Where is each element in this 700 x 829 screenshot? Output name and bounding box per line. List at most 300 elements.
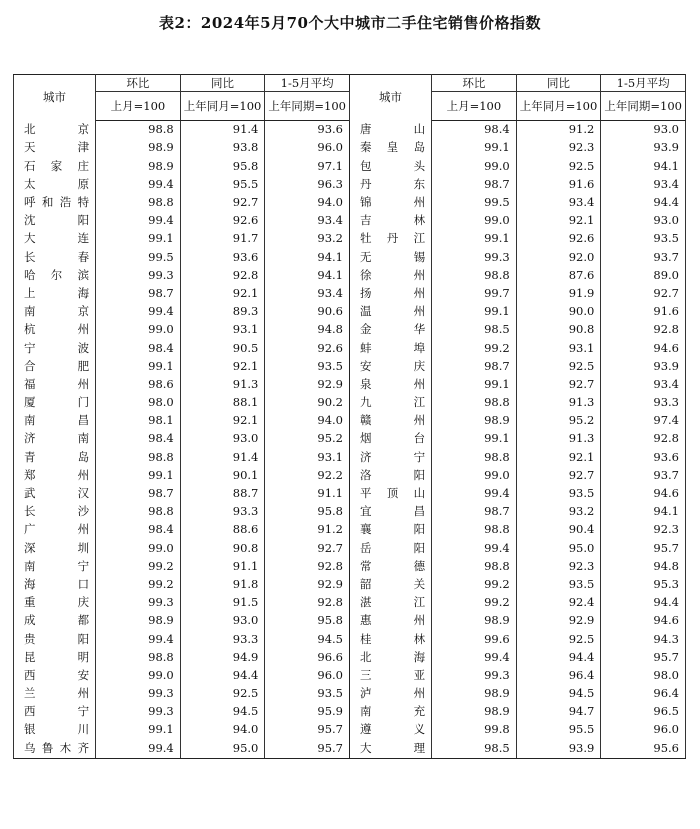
mom-value-left: 99.1 bbox=[96, 357, 181, 375]
yoy-value-right: 92.3 bbox=[516, 558, 601, 576]
yoy-value-left: 93.6 bbox=[180, 248, 265, 266]
city-name-left: 海口 bbox=[14, 576, 96, 594]
city-name-right: 包头 bbox=[349, 157, 431, 175]
mom-value-right: 98.9 bbox=[432, 685, 517, 703]
mom-value-right: 99.4 bbox=[432, 485, 517, 503]
city-name-right: 赣州 bbox=[349, 412, 431, 430]
yoy-value-right: 93.9 bbox=[516, 739, 601, 758]
yoy-value-right: 91.2 bbox=[516, 121, 601, 140]
yoy-value-left: 92.1 bbox=[180, 412, 265, 430]
table-row bbox=[14, 285, 686, 303]
table-row bbox=[14, 376, 686, 394]
city-name-left: 济南 bbox=[14, 430, 96, 448]
city-name-left: 长春 bbox=[14, 248, 96, 266]
avg-value-right: 94.1 bbox=[601, 503, 686, 521]
mom-value-right: 99.4 bbox=[432, 648, 517, 666]
yoy-value-left: 91.5 bbox=[180, 594, 265, 612]
mom-value-right: 98.7 bbox=[432, 176, 517, 194]
city-name-right: 安庆 bbox=[349, 357, 431, 375]
yoy-value-right: 92.4 bbox=[516, 594, 601, 612]
city-column-header-left: 城市 bbox=[14, 75, 96, 121]
city-name-right: 遵义 bbox=[349, 721, 431, 739]
yoy-value-right: 93.1 bbox=[516, 339, 601, 357]
mom-value-left: 98.7 bbox=[96, 285, 181, 303]
avg-value-right: 97.4 bbox=[601, 412, 686, 430]
price-index-table bbox=[13, 74, 686, 759]
yoy-header-right: 同比 bbox=[516, 75, 601, 92]
yoy-value-left: 89.3 bbox=[180, 303, 265, 321]
city-name-right: 秦皇岛 bbox=[349, 139, 431, 157]
city-name-left: 贵阳 bbox=[14, 630, 96, 648]
city-name-right: 金华 bbox=[349, 321, 431, 339]
city-name-left: 南京 bbox=[14, 303, 96, 321]
avg-value-left: 94.5 bbox=[265, 630, 350, 648]
yoy-value-right: 94.7 bbox=[516, 703, 601, 721]
avg-value-right: 95.7 bbox=[601, 648, 686, 666]
avg-value-right: 93.9 bbox=[601, 139, 686, 157]
city-name-right: 洛阳 bbox=[349, 467, 431, 485]
yoy-value-right: 95.0 bbox=[516, 539, 601, 557]
avg-value-right: 94.4 bbox=[601, 594, 686, 612]
city-name-left: 太原 bbox=[14, 176, 96, 194]
city-name-right: 平顶山 bbox=[349, 485, 431, 503]
yoy-value-right: 92.7 bbox=[516, 467, 601, 485]
mom-value-left: 98.8 bbox=[96, 121, 181, 140]
mom-value-right: 99.1 bbox=[432, 376, 517, 394]
table-row bbox=[14, 394, 686, 412]
city-name-right: 大理 bbox=[349, 739, 431, 758]
city-name-left: 杭州 bbox=[14, 321, 96, 339]
table-row bbox=[14, 212, 686, 230]
yoy-value-left: 92.6 bbox=[180, 212, 265, 230]
mom-value-right: 98.8 bbox=[432, 521, 517, 539]
city-column-header-right: 城市 bbox=[349, 75, 431, 121]
yoy-value-right: 91.9 bbox=[516, 285, 601, 303]
avg-value-right: 92.7 bbox=[601, 285, 686, 303]
mom-value-left: 98.7 bbox=[96, 485, 181, 503]
mom-value-left: 99.3 bbox=[96, 594, 181, 612]
city-name-left: 昆明 bbox=[14, 648, 96, 666]
yoy-value-right: 91.3 bbox=[516, 394, 601, 412]
yoy-value-right: 95.2 bbox=[516, 412, 601, 430]
mom-value-left: 99.4 bbox=[96, 630, 181, 648]
yoy-value-left: 92.7 bbox=[180, 194, 265, 212]
avg-value-left: 95.2 bbox=[265, 430, 350, 448]
city-name-left: 武汉 bbox=[14, 485, 96, 503]
mom-value-right: 98.9 bbox=[432, 612, 517, 630]
yoy-value-right: 94.4 bbox=[516, 648, 601, 666]
city-name-right: 温州 bbox=[349, 303, 431, 321]
mom-value-right: 98.8 bbox=[432, 558, 517, 576]
table-row bbox=[14, 157, 686, 175]
city-name-right: 惠州 bbox=[349, 612, 431, 630]
mom-value-left: 99.2 bbox=[96, 558, 181, 576]
avg-value-left: 90.2 bbox=[265, 394, 350, 412]
avg-value-right: 95.6 bbox=[601, 739, 686, 758]
mom-value-right: 98.7 bbox=[432, 503, 517, 521]
yoy-base-right: 上年同月=100 bbox=[516, 92, 601, 121]
yoy-value-left: 91.3 bbox=[180, 376, 265, 394]
avg-value-right: 93.4 bbox=[601, 376, 686, 394]
yoy-value-right: 92.0 bbox=[516, 248, 601, 266]
mom-value-right: 99.5 bbox=[432, 194, 517, 212]
yoy-value-right: 93.5 bbox=[516, 485, 601, 503]
avg-value-left: 92.2 bbox=[265, 467, 350, 485]
yoy-value-left: 94.4 bbox=[180, 667, 265, 685]
city-name-right: 牡丹江 bbox=[349, 230, 431, 248]
table-row bbox=[14, 612, 686, 630]
avg-value-right: 93.6 bbox=[601, 448, 686, 466]
avg-value-right: 93.0 bbox=[601, 212, 686, 230]
mom-base-right: 上月=100 bbox=[432, 92, 517, 121]
mom-value-right: 99.1 bbox=[432, 139, 517, 157]
yoy-value-left: 92.1 bbox=[180, 357, 265, 375]
mom-value-left: 98.4 bbox=[96, 521, 181, 539]
mom-value-left: 99.4 bbox=[96, 739, 181, 758]
yoy-value-left: 88.7 bbox=[180, 485, 265, 503]
avg-value-right: 96.0 bbox=[601, 721, 686, 739]
table-row bbox=[14, 594, 686, 612]
city-name-left: 福州 bbox=[14, 376, 96, 394]
yoy-value-right: 93.4 bbox=[516, 194, 601, 212]
table-row bbox=[14, 630, 686, 648]
mom-value-left: 99.1 bbox=[96, 230, 181, 248]
city-name-right: 唐山 bbox=[349, 121, 431, 140]
mom-value-left: 98.4 bbox=[96, 339, 181, 357]
avg-value-right: 93.9 bbox=[601, 357, 686, 375]
avg-value-left: 93.5 bbox=[265, 685, 350, 703]
avg-value-right: 94.8 bbox=[601, 558, 686, 576]
table-row bbox=[14, 321, 686, 339]
mom-base-left: 上月=100 bbox=[96, 92, 181, 121]
mom-value-left: 98.4 bbox=[96, 430, 181, 448]
mom-value-right: 99.1 bbox=[432, 230, 517, 248]
yoy-value-left: 93.0 bbox=[180, 612, 265, 630]
avg-value-left: 91.2 bbox=[265, 521, 350, 539]
yoy-value-left: 88.1 bbox=[180, 394, 265, 412]
yoy-value-left: 88.6 bbox=[180, 521, 265, 539]
avg-value-left: 93.6 bbox=[265, 121, 350, 140]
city-name-right: 徐州 bbox=[349, 267, 431, 285]
city-name-right: 济宁 bbox=[349, 448, 431, 466]
city-name-left: 成都 bbox=[14, 612, 96, 630]
avg-value-right: 95.7 bbox=[601, 539, 686, 557]
city-name-left: 广州 bbox=[14, 521, 96, 539]
table-row bbox=[14, 139, 686, 157]
mom-value-left: 99.4 bbox=[96, 176, 181, 194]
city-name-left: 乌鲁木齐 bbox=[14, 739, 96, 758]
mom-value-left: 99.4 bbox=[96, 212, 181, 230]
mom-header-left: 环比 bbox=[96, 75, 181, 92]
table-row bbox=[14, 485, 686, 503]
yoy-value-right: 90.8 bbox=[516, 321, 601, 339]
avg-value-left: 94.1 bbox=[265, 248, 350, 266]
avg-value-left: 93.1 bbox=[265, 448, 350, 466]
table-row bbox=[14, 703, 686, 721]
avg-value-right: 98.0 bbox=[601, 667, 686, 685]
mom-value-left: 98.9 bbox=[96, 139, 181, 157]
city-name-right: 丹东 bbox=[349, 176, 431, 194]
mom-value-left: 99.1 bbox=[96, 721, 181, 739]
avg-value-left: 93.5 bbox=[265, 357, 350, 375]
avg-value-right: 94.6 bbox=[601, 339, 686, 357]
table-row bbox=[14, 721, 686, 739]
avg-base-right: 上年同期=100 bbox=[601, 92, 686, 121]
city-name-right: 南充 bbox=[349, 703, 431, 721]
mom-value-right: 99.0 bbox=[432, 212, 517, 230]
city-name-left: 天津 bbox=[14, 139, 96, 157]
mom-value-left: 98.1 bbox=[96, 412, 181, 430]
mom-value-right: 99.6 bbox=[432, 630, 517, 648]
avg-value-left: 96.0 bbox=[265, 139, 350, 157]
city-name-left: 大连 bbox=[14, 230, 96, 248]
mom-value-left: 99.2 bbox=[96, 576, 181, 594]
city-name-left: 合肥 bbox=[14, 357, 96, 375]
mom-value-right: 99.7 bbox=[432, 285, 517, 303]
avg-header-left: 1-5月平均 bbox=[265, 75, 350, 92]
avg-value-left: 95.9 bbox=[265, 703, 350, 721]
yoy-value-right: 87.6 bbox=[516, 267, 601, 285]
avg-value-left: 92.9 bbox=[265, 576, 350, 594]
yoy-value-left: 95.0 bbox=[180, 739, 265, 758]
city-name-left: 青岛 bbox=[14, 448, 96, 466]
city-name-right: 吉林 bbox=[349, 212, 431, 230]
avg-value-left: 93.2 bbox=[265, 230, 350, 248]
avg-value-left: 92.8 bbox=[265, 558, 350, 576]
mom-value-right: 99.1 bbox=[432, 430, 517, 448]
yoy-value-left: 92.8 bbox=[180, 267, 265, 285]
mom-value-left: 99.3 bbox=[96, 267, 181, 285]
avg-value-right: 94.3 bbox=[601, 630, 686, 648]
city-name-right: 蚌埠 bbox=[349, 339, 431, 357]
city-name-left: 上海 bbox=[14, 285, 96, 303]
avg-value-left: 92.9 bbox=[265, 376, 350, 394]
avg-value-left: 92.7 bbox=[265, 539, 350, 557]
mom-value-left: 99.0 bbox=[96, 321, 181, 339]
yoy-value-left: 91.8 bbox=[180, 576, 265, 594]
city-name-left: 北京 bbox=[14, 121, 96, 140]
mom-value-right: 98.9 bbox=[432, 703, 517, 721]
mom-value-right: 98.8 bbox=[432, 448, 517, 466]
avg-value-right: 96.4 bbox=[601, 685, 686, 703]
table-row bbox=[14, 667, 686, 685]
mom-value-left: 99.4 bbox=[96, 303, 181, 321]
mom-value-left: 98.8 bbox=[96, 648, 181, 666]
city-name-left: 重庆 bbox=[14, 594, 96, 612]
avg-base-left: 上年同期=100 bbox=[265, 92, 350, 121]
yoy-value-right: 91.6 bbox=[516, 176, 601, 194]
yoy-value-left: 93.8 bbox=[180, 139, 265, 157]
yoy-value-left: 93.0 bbox=[180, 430, 265, 448]
table-row bbox=[14, 448, 686, 466]
yoy-value-right: 91.3 bbox=[516, 430, 601, 448]
avg-value-right: 92.3 bbox=[601, 521, 686, 539]
city-name-right: 北海 bbox=[349, 648, 431, 666]
city-name-left: 南昌 bbox=[14, 412, 96, 430]
avg-value-right: 94.6 bbox=[601, 485, 686, 503]
mom-value-right: 99.4 bbox=[432, 539, 517, 557]
yoy-value-right: 92.1 bbox=[516, 448, 601, 466]
mom-value-right: 99.2 bbox=[432, 576, 517, 594]
table-row bbox=[14, 339, 686, 357]
table-row bbox=[14, 194, 686, 212]
yoy-value-right: 90.4 bbox=[516, 521, 601, 539]
avg-value-left: 94.0 bbox=[265, 194, 350, 212]
city-name-right: 襄阳 bbox=[349, 521, 431, 539]
mom-value-right: 99.2 bbox=[432, 339, 517, 357]
mom-value-left: 99.3 bbox=[96, 685, 181, 703]
yoy-value-right: 93.2 bbox=[516, 503, 601, 521]
table-row bbox=[14, 303, 686, 321]
avg-value-left: 93.4 bbox=[265, 212, 350, 230]
city-name-right: 韶关 bbox=[349, 576, 431, 594]
city-name-left: 南宁 bbox=[14, 558, 96, 576]
city-name-left: 宁波 bbox=[14, 339, 96, 357]
city-name-left: 呼和浩特 bbox=[14, 194, 96, 212]
yoy-value-left: 94.0 bbox=[180, 721, 265, 739]
yoy-base-left: 上年同月=100 bbox=[180, 92, 265, 121]
mom-value-left: 98.6 bbox=[96, 376, 181, 394]
mom-value-right: 99.1 bbox=[432, 303, 517, 321]
table-row bbox=[14, 176, 686, 194]
mom-value-left: 98.0 bbox=[96, 394, 181, 412]
yoy-value-left: 93.3 bbox=[180, 630, 265, 648]
mom-value-right: 99.3 bbox=[432, 248, 517, 266]
yoy-value-left: 91.7 bbox=[180, 230, 265, 248]
city-name-right: 泸州 bbox=[349, 685, 431, 703]
yoy-value-right: 95.5 bbox=[516, 721, 601, 739]
avg-value-left: 93.4 bbox=[265, 285, 350, 303]
avg-value-right: 92.8 bbox=[601, 321, 686, 339]
table-row bbox=[14, 521, 686, 539]
yoy-value-right: 92.5 bbox=[516, 157, 601, 175]
yoy-value-left: 92.5 bbox=[180, 685, 265, 703]
city-name-right: 烟台 bbox=[349, 430, 431, 448]
yoy-value-right: 92.5 bbox=[516, 357, 601, 375]
mom-value-right: 98.7 bbox=[432, 357, 517, 375]
mom-value-left: 98.9 bbox=[96, 157, 181, 175]
yoy-value-left: 91.1 bbox=[180, 558, 265, 576]
table-row bbox=[14, 230, 686, 248]
mom-value-left: 99.0 bbox=[96, 667, 181, 685]
avg-value-right: 96.5 bbox=[601, 703, 686, 721]
city-name-right: 泉州 bbox=[349, 376, 431, 394]
yoy-value-right: 92.1 bbox=[516, 212, 601, 230]
avg-value-left: 92.6 bbox=[265, 339, 350, 357]
mom-value-right: 98.5 bbox=[432, 739, 517, 758]
avg-value-right: 93.7 bbox=[601, 467, 686, 485]
city-name-left: 兰州 bbox=[14, 685, 96, 703]
avg-value-left: 95.7 bbox=[265, 721, 350, 739]
city-name-left: 西宁 bbox=[14, 703, 96, 721]
mom-value-right: 99.8 bbox=[432, 721, 517, 739]
avg-value-right: 92.8 bbox=[601, 430, 686, 448]
avg-value-right: 91.6 bbox=[601, 303, 686, 321]
yoy-value-left: 95.8 bbox=[180, 157, 265, 175]
table-header bbox=[14, 75, 686, 121]
city-name-left: 哈尔滨 bbox=[14, 267, 96, 285]
mom-value-right: 99.3 bbox=[432, 667, 517, 685]
table-row bbox=[14, 357, 686, 375]
mom-value-left: 99.1 bbox=[96, 467, 181, 485]
avg-value-right: 93.0 bbox=[601, 121, 686, 140]
yoy-value-right: 96.4 bbox=[516, 667, 601, 685]
avg-value-right: 89.0 bbox=[601, 267, 686, 285]
city-name-right: 湛江 bbox=[349, 594, 431, 612]
avg-value-right: 93.3 bbox=[601, 394, 686, 412]
yoy-value-right: 92.5 bbox=[516, 630, 601, 648]
yoy-value-left: 90.8 bbox=[180, 539, 265, 557]
mom-value-left: 98.9 bbox=[96, 612, 181, 630]
city-name-left: 厦门 bbox=[14, 394, 96, 412]
yoy-value-right: 92.3 bbox=[516, 139, 601, 157]
city-name-left: 长沙 bbox=[14, 503, 96, 521]
avg-value-right: 93.4 bbox=[601, 176, 686, 194]
mom-value-right: 98.9 bbox=[432, 412, 517, 430]
city-name-left: 西安 bbox=[14, 667, 96, 685]
mom-value-left: 98.8 bbox=[96, 448, 181, 466]
yoy-value-right: 90.0 bbox=[516, 303, 601, 321]
avg-value-left: 95.8 bbox=[265, 612, 350, 630]
avg-value-right: 94.1 bbox=[601, 157, 686, 175]
table-row bbox=[14, 576, 686, 594]
mom-value-right: 99.2 bbox=[432, 594, 517, 612]
mom-value-right: 98.5 bbox=[432, 321, 517, 339]
avg-value-left: 96.0 bbox=[265, 667, 350, 685]
avg-value-left: 96.6 bbox=[265, 648, 350, 666]
yoy-value-right: 94.5 bbox=[516, 685, 601, 703]
avg-value-left: 94.0 bbox=[265, 412, 350, 430]
mom-value-left: 99.3 bbox=[96, 703, 181, 721]
yoy-value-right: 93.5 bbox=[516, 576, 601, 594]
table-row bbox=[14, 539, 686, 557]
yoy-value-left: 93.1 bbox=[180, 321, 265, 339]
yoy-value-left: 95.5 bbox=[180, 176, 265, 194]
city-name-right: 锦州 bbox=[349, 194, 431, 212]
city-name-right: 无锡 bbox=[349, 248, 431, 266]
mom-value-right: 99.0 bbox=[432, 157, 517, 175]
mom-value-left: 98.8 bbox=[96, 194, 181, 212]
mom-value-right: 98.8 bbox=[432, 394, 517, 412]
avg-value-left: 94.8 bbox=[265, 321, 350, 339]
mom-value-right: 98.8 bbox=[432, 267, 517, 285]
table-row bbox=[14, 685, 686, 703]
mom-value-left: 98.8 bbox=[96, 503, 181, 521]
yoy-value-right: 92.9 bbox=[516, 612, 601, 630]
table-title: 表2：2024年5月70个大中城市二手住宅销售价格指数 bbox=[159, 14, 541, 32]
city-name-right: 桂林 bbox=[349, 630, 431, 648]
table-row bbox=[14, 267, 686, 285]
yoy-value-left: 91.4 bbox=[180, 448, 265, 466]
avg-value-left: 92.8 bbox=[265, 594, 350, 612]
city-name-right: 九江 bbox=[349, 394, 431, 412]
avg-value-left: 94.1 bbox=[265, 267, 350, 285]
city-name-left: 银川 bbox=[14, 721, 96, 739]
mom-value-right: 98.4 bbox=[432, 121, 517, 140]
table-row bbox=[14, 739, 686, 758]
city-name-left: 沈阳 bbox=[14, 212, 96, 230]
avg-value-left: 91.1 bbox=[265, 485, 350, 503]
table-row bbox=[14, 121, 686, 140]
avg-value-left: 95.8 bbox=[265, 503, 350, 521]
yoy-value-left: 93.3 bbox=[180, 503, 265, 521]
table-row bbox=[14, 503, 686, 521]
mom-value-left: 99.0 bbox=[96, 539, 181, 557]
yoy-value-left: 94.9 bbox=[180, 648, 265, 666]
city-name-right: 常德 bbox=[349, 558, 431, 576]
table-row bbox=[14, 430, 686, 448]
avg-header-right: 1-5月平均 bbox=[601, 75, 686, 92]
